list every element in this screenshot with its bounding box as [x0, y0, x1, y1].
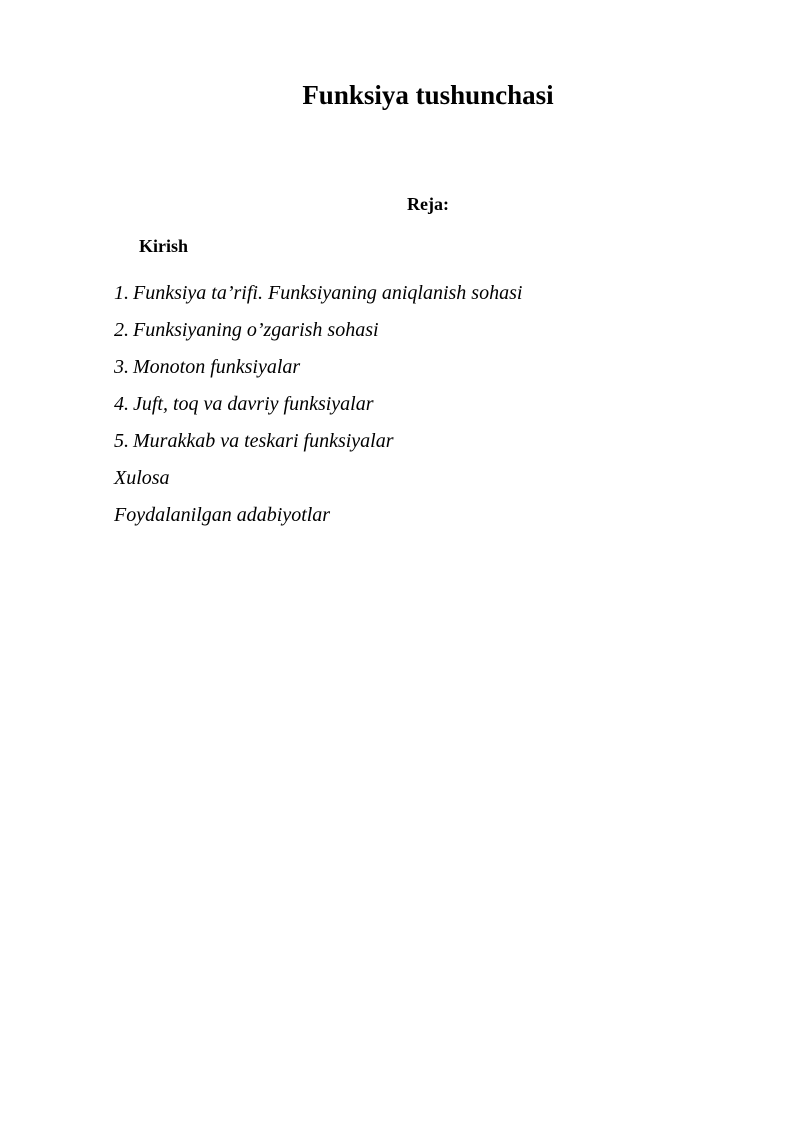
plan-item-text: Monoton funksiyalar	[133, 356, 301, 378]
intro-heading: Kirish	[139, 236, 189, 256]
plan-item-text: Juft, toq va davriy funksiyalar	[133, 393, 374, 415]
plan-heading: Reja:	[407, 194, 449, 214]
plan-item-2	[114, 317, 522, 354]
plan-item-number: 4.	[114, 393, 129, 415]
references-item: Foydalanilgan adabiyotlar	[114, 504, 331, 526]
plan-item-1	[114, 280, 522, 317]
plan-item-number: 2.	[114, 319, 129, 341]
plan-item-3	[114, 354, 522, 391]
document-title: Funksiya tushunchasi	[302, 80, 554, 110]
plan-item-number: 5.	[114, 430, 129, 452]
conclusion-item: Xulosa	[114, 467, 170, 489]
plan-item-number: 3.	[114, 356, 129, 378]
plan-item-text: Murakkab va teskari funksiyalar	[133, 430, 394, 452]
plan-item-text: Funksiya ta’rifi. Funksiyaning aniqlanish sohasi	[133, 282, 523, 304]
plan-item-4	[114, 391, 522, 428]
plan-item-5	[114, 428, 522, 465]
plan-item-number: 1.	[114, 282, 129, 304]
plan-item-text: Funksiyaning o’zgarish sohasi	[133, 319, 379, 341]
plan-list	[114, 280, 522, 465]
